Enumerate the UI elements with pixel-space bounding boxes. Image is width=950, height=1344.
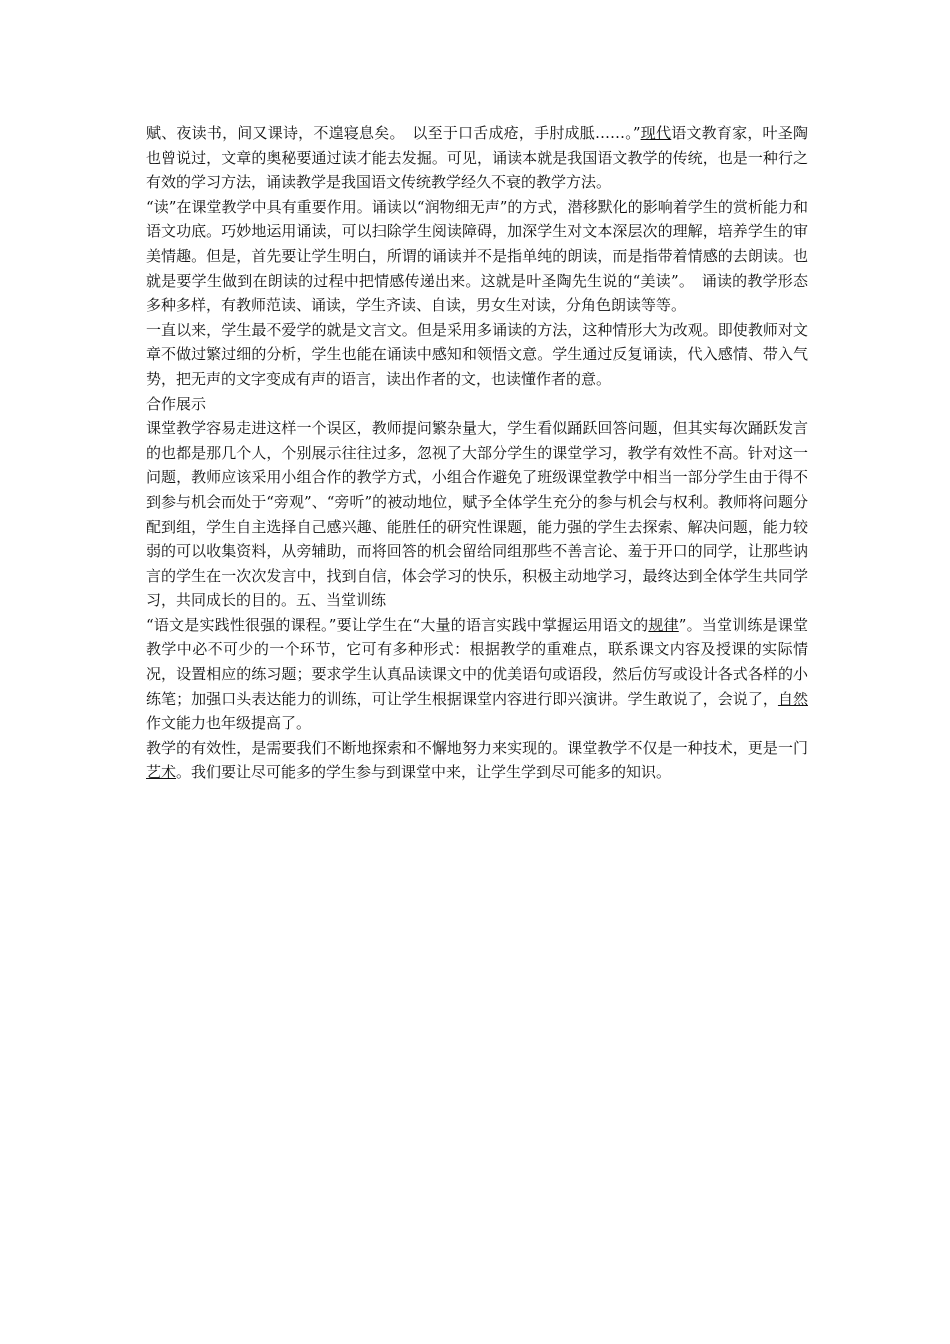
link-nature[interactable]: 自然: [777, 689, 808, 708]
paragraph-text: 作文能力也年级提高了。: [146, 714, 312, 733]
paragraph-text: “语文是实践性很强的课程。”要让学生在“大量的语言实践中掌握运用语文的: [146, 615, 649, 634]
section-heading: 合作展示: [146, 394, 207, 413]
paragraph-2: “读”在课堂教学中具有重要作用。诵读以“润物细无声”的方式，潜移默化的影响着学生的赏析能力和语文功底。巧妙地运用诵读，可以扫除学生阅读障碍，加深学生对文本深层次的理解，培养学生的审美情趣。但是，首先要让学生明白，所谓的诵读并不是指单纯的朗读，而是指带着情感的去朗读。也就是要学生做到在朗读的过程中把情感传递出来。这就是叶圣陶先生说的“美读”。 诵读的教学形态多种多样，有教师范读、诵读，学生齐读、自读，男女生对读，分角色朗读等等。: [146, 197, 808, 315]
paragraph-text: 语文教育家，叶圣陶也曾说过，文章的奥秘要通过读才能去发掘。可见，诵读本就是我国语文教学的传统，也是一种行之有效的学习方法，诵读教学是我国语文传统教学经久不衰的教学方法。: [146, 124, 808, 192]
paragraph-text: ”。当堂训练是课堂教学中必不可少的一个环节，它可有多种形式：根据教学的重难点，联系课文内容及授课的实际情况，设置相应的练习题；要求学生认真品读课文中的优美语句或语段，然后仿写或设计各式各样的小练笔；加强口头表达能力的训练，可让学生根据课堂内容进行即兴演讲。学生敢说了，会说了，: [146, 615, 808, 708]
paragraph-3: 一直以来，学生最不爱学的就是文言文。但是采用多诵读的方法，这种情形大为改观。即使教师对文章不做过繁过细的分析，学生也能在诵读中感知和领悟文意。学生通过反复诵读，代入感情、带入气势，把无声的文字变成有声的语言，读出作者的文，也读懂作者的意。: [146, 320, 808, 388]
paragraph-text: 教学的有效性，是需要我们不断地探索和不懈地努力来实现的。课堂教学不仅是一种技术，更是一门: [146, 738, 808, 757]
paragraph-4: 课堂教学容易走进这样一个误区，教师提问繁杂量大，学生看似踊跃回答问题，但其实每次踊跃发言的也都是那几个人，个别展示往往过多，忽视了大部分学生的课堂学习，教学有效性不高。针对这一问题，教师应该采用小组合作的教学方式，小组合作避免了班级课堂教学中相当一部分学生由于得不到参与机会而处于“旁观”、“旁听”的被动地位，赋予全体学生充分的参与机会与权利。教师将问题分配到组，学生自主选择自己感兴趣、能胜任的研究性课题，能力强的学生去探索、解决问题，能力较弱的可以收集资料，从旁辅助，而将回答的机会留给同组那些不善言论、羞于开口的同学，让那些讷言的学生在一次次发言中，找到自信，体会学习的快乐，积极主动地学习，最终达到全体学生共同学习，共同成长的目的。五、当堂训练: [146, 419, 808, 610]
link-modern[interactable]: 现代: [640, 124, 672, 142]
link-rule[interactable]: 规律: [648, 615, 679, 634]
paragraph-text: 。我们要让尽可能多的学生参与到课堂中来，让学生学到尽可能多的知识。: [176, 763, 672, 782]
paragraph-text: 赋、夜读书，间又课诗，不遑寝息矣。 以至于口舌成疮，手肘成胝……。”: [146, 124, 641, 142]
link-art[interactable]: 艺术: [146, 763, 177, 782]
paragraph-5: [146, 613, 808, 736]
document-body: [146, 121, 808, 785]
paragraph-1: [146, 121, 808, 195]
paragraph-6: [146, 736, 808, 785]
